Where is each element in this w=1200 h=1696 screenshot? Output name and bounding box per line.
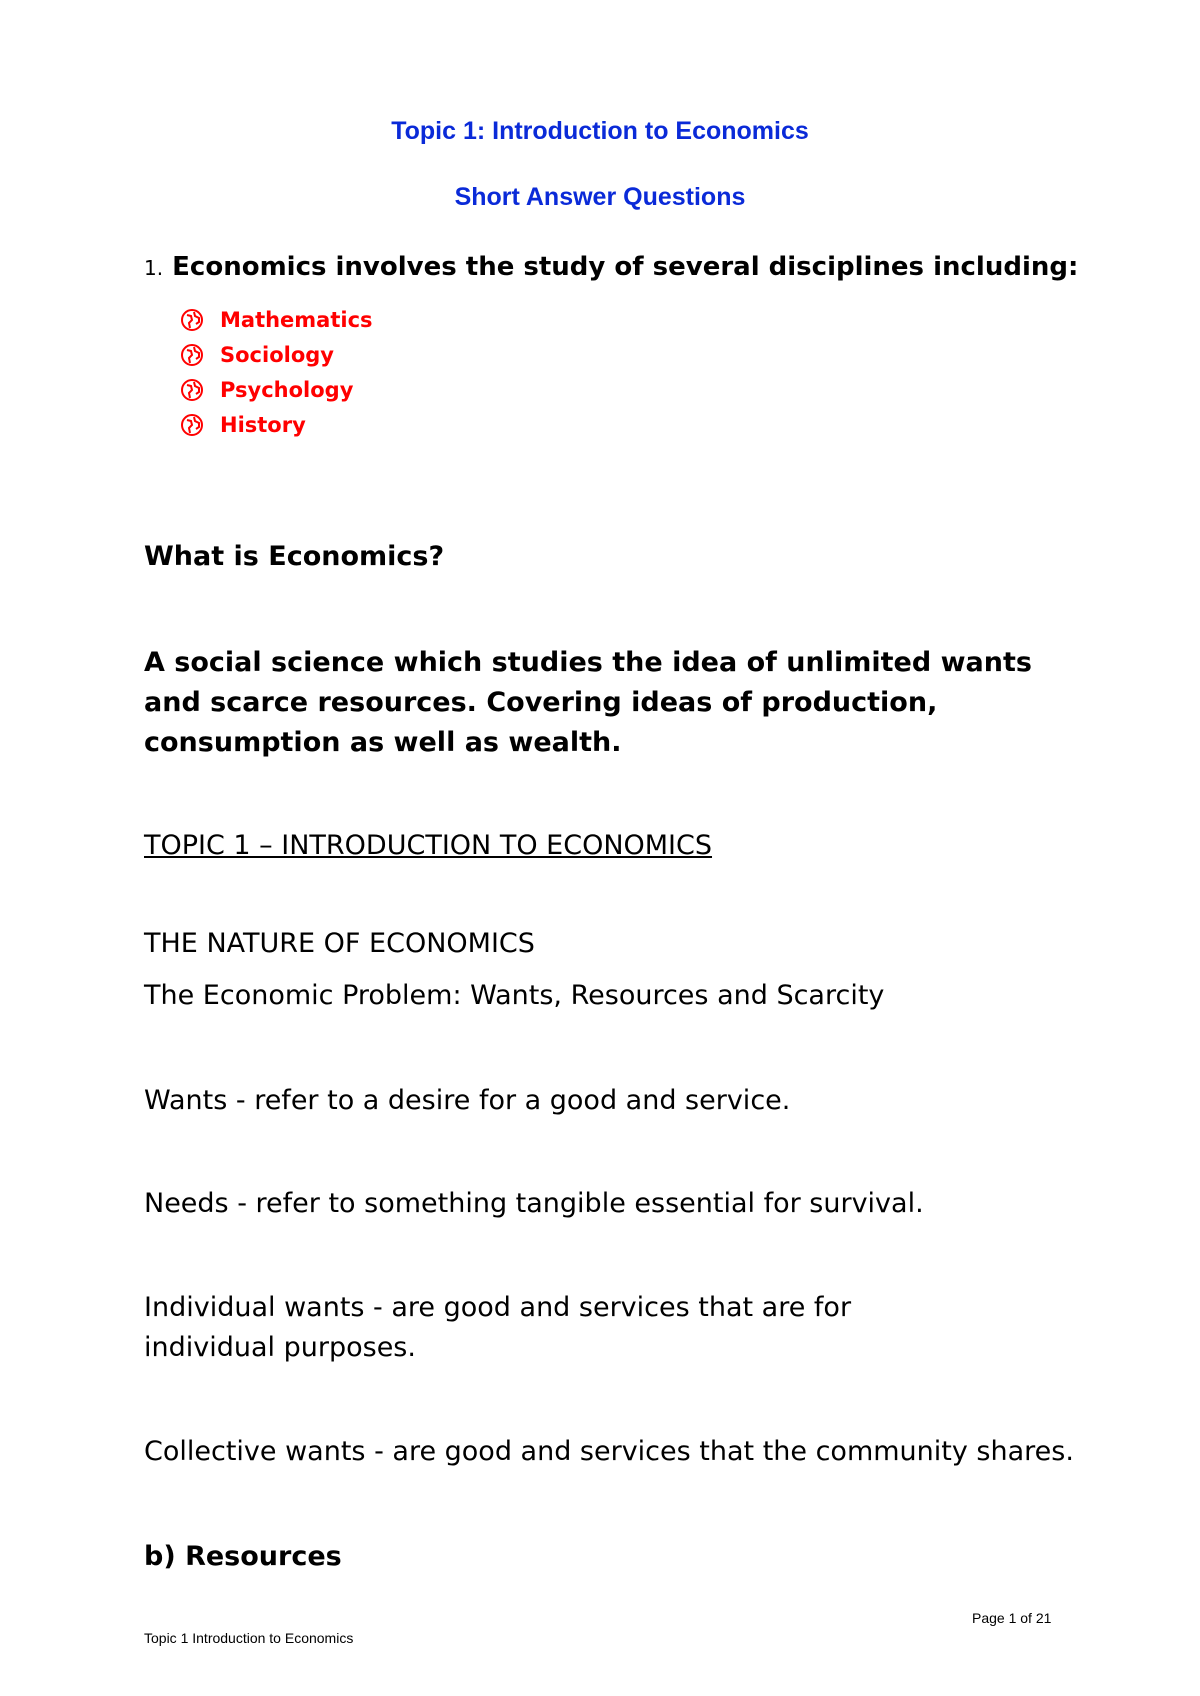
question-text: Economics involves the study of several disciplines including: bbox=[172, 252, 1079, 282]
globe-icon bbox=[180, 308, 204, 332]
list-item bbox=[180, 302, 373, 337]
needs-definition: Needs - refer to something tangible essential for survival. bbox=[144, 1188, 924, 1219]
globe-icon bbox=[180, 343, 204, 367]
list-item-label: Mathematics bbox=[220, 307, 373, 332]
list-item bbox=[180, 337, 373, 372]
individual-wants-definition: Individual wants - are good and services that are for individual purposes. bbox=[144, 1292, 852, 1363]
discipline-list bbox=[180, 302, 373, 442]
what-is-answer: A social science which studies the idea of unlimited wants and scarce resources. Covering ideas of production, consumption as well as wealth. bbox=[144, 647, 1032, 758]
globe-icon bbox=[180, 413, 204, 437]
list-item bbox=[180, 372, 373, 407]
topic-heading: TOPIC 1 – INTRODUCTION TO ECONOMICS bbox=[144, 830, 713, 861]
collective-wants-definition: Collective wants - are good and services that the community shares. bbox=[144, 1436, 1074, 1467]
question-number: 1. bbox=[144, 256, 164, 280]
list-item bbox=[180, 407, 373, 442]
what-is-heading: What is Economics? bbox=[144, 541, 445, 572]
question-1 bbox=[144, 252, 1078, 282]
economic-problem: The Economic Problem: Wants, Resources and Scarcity bbox=[144, 980, 885, 1011]
page-number: Page 1 of 21 bbox=[972, 1610, 1052, 1626]
globe-icon bbox=[180, 378, 204, 402]
wants-definition: Wants - refer to a desire for a good and service. bbox=[144, 1085, 791, 1116]
section-heading: THE NATURE OF ECONOMICS bbox=[144, 928, 535, 959]
footer-doc-title: Topic 1 Introduction to Economics bbox=[144, 1630, 354, 1646]
page-subtitle: Short Answer Questions bbox=[454, 183, 746, 211]
list-item-label: Psychology bbox=[220, 377, 354, 402]
list-item-label: Sociology bbox=[220, 342, 334, 367]
list-item-label: History bbox=[220, 412, 306, 437]
resources-heading: b) Resources bbox=[144, 1541, 342, 1572]
page-title: Topic 1: Introduction to Economics bbox=[391, 117, 809, 145]
